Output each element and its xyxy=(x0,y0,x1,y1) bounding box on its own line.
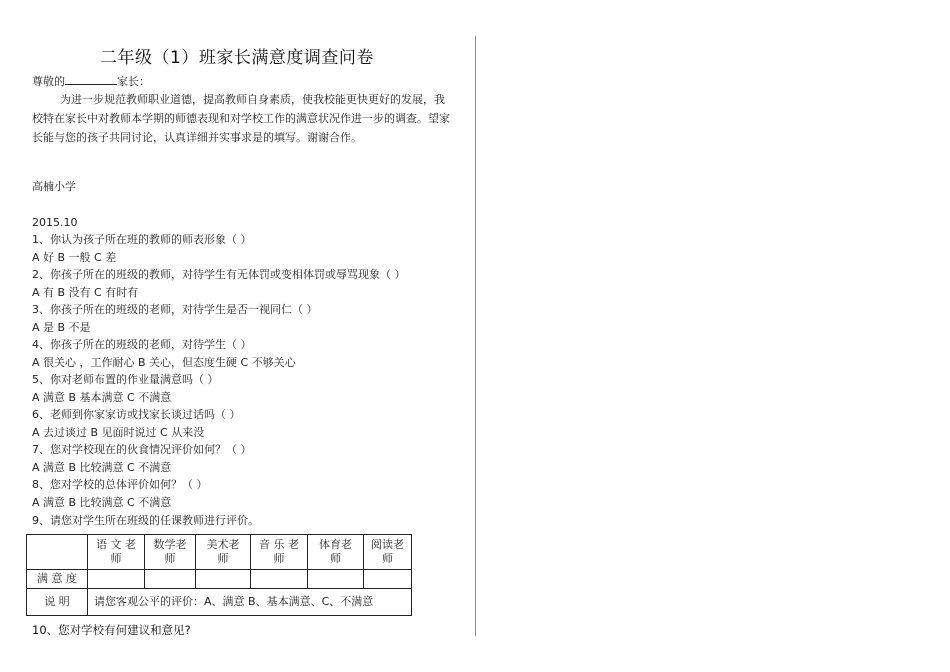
answer-options-3: A 是 B 不是 xyxy=(32,321,91,334)
table-row xyxy=(27,589,412,616)
question-8: 8、您对学校的总体评价如何？（ ） xyxy=(32,478,208,491)
header-music-teacher: 音 乐 老 师 xyxy=(251,535,308,570)
header-pe-teacher: 体育老 师 xyxy=(308,535,364,570)
question-3: 3、你孩子所在的班级的老师，对待学生是否一视同仁（ ） xyxy=(32,303,318,316)
table-row xyxy=(27,570,412,589)
question-5: 5、你对老师布置的作业量满意吗（ ） xyxy=(32,373,219,386)
header-reading-teacher: 阅读老 师 xyxy=(364,535,412,570)
header-math-teacher: 数学老 师 xyxy=(145,535,196,570)
rating-cell-math[interactable] xyxy=(145,570,196,589)
answer-options-6: A 去过谈过 B 见面时说过 C 从来没 xyxy=(32,426,205,439)
survey-date: 2015.10 xyxy=(32,216,78,229)
question-1: 1、你认为孩子所在班的教师的师表形象（ ） xyxy=(32,233,252,246)
header-art-teacher: 美术老 师 xyxy=(196,535,251,570)
answer-options-4: A 很关心 ，工作耐心 B 关心，但态度生硬 C 不够关心 xyxy=(32,356,296,369)
rating-cell-chinese[interactable] xyxy=(88,570,145,589)
note-label: 说 明 xyxy=(27,589,88,616)
answer-options-8: A 满意 B 比较满意 C 不满意 xyxy=(32,496,172,509)
greeting-suffix: 家长： xyxy=(117,75,150,88)
answer-options-1: A 好 B 一般 C 差 xyxy=(32,251,117,264)
table-corner-cell xyxy=(27,535,88,570)
rating-cell-art[interactable] xyxy=(196,570,251,589)
question-4: 4、你孩子所在的班级的老师，对待学生（ ） xyxy=(32,338,252,351)
question-7: 7、您对学校现在的伙食情况评价如何？（ ） xyxy=(32,443,252,456)
header-chinese-teacher: 语 文 老 师 xyxy=(88,535,145,570)
greeting xyxy=(32,74,150,88)
greeting-prefix: 尊敬的 xyxy=(32,75,65,88)
question-2: 2、你孩子所在的班级的教师，对待学生有无体罚或变相体罚或辱骂现象（ ） xyxy=(32,268,406,281)
rating-cell-music[interactable] xyxy=(251,570,308,589)
question-10: 10、您对学校有何建议和意见? xyxy=(32,623,191,637)
page-divider xyxy=(475,36,476,636)
school-name: 高楠小学 xyxy=(32,180,76,193)
answer-options-7: A 满意 B 比较满意 C 不满意 xyxy=(32,461,172,474)
name-blank xyxy=(65,74,117,85)
teacher-rating-table xyxy=(26,534,412,616)
answer-options-5: A 满意 B 基本满意 C 不满意 xyxy=(32,391,172,404)
answer-options-2: A 有 B 没有 C 有时有 xyxy=(32,286,139,299)
document-title: 二年级（1）班家长满意度调查问卷 xyxy=(100,48,374,68)
rating-cell-pe[interactable] xyxy=(308,570,364,589)
satisfaction-label: 满 意 度 xyxy=(27,570,88,589)
rating-instructions: 请您客观公平的评价：A、满意 B、基本满意、C、不满意 xyxy=(88,589,412,616)
intro-paragraph: 为进一步规范教师职业道德，提高教师自身素质，使我校能更快更好的发展，我校特在家长中对教师本学期的师德表现和对学校工作的满意状况作进一步的调查。望家长能与您的孩子共同讨论，认真详细并实事求是的填写。谢谢合作。 xyxy=(32,93,450,144)
question-6: 6、老师到你家家访或找家长谈过话吗（ ） xyxy=(32,408,241,421)
rating-cell-reading[interactable] xyxy=(364,570,412,589)
question-9: 9、请您对学生所在班级的任课教师进行评价。 xyxy=(32,514,259,527)
table-header-row xyxy=(27,535,412,570)
